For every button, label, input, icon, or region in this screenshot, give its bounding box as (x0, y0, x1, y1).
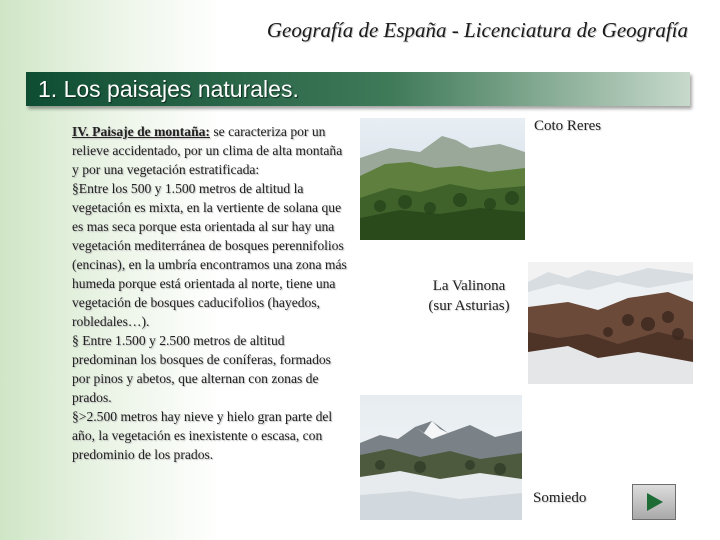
course-title: Geografía de España - Licenciatura de Geografía (266, 18, 688, 42)
caption-valinona-line2: (sur Asturias) (428, 298, 510, 314)
bullet-conifers: § Entre 1.500 y 2.500 metros de altitud predominan los bosques de coníferas, formados por pinos y abetos, que alternan con zonas de prados. (72, 333, 331, 405)
caption-coto-reres: Coto Reres (534, 118, 602, 134)
photo-coto-reres (360, 118, 525, 240)
body-text (72, 122, 348, 464)
lead-heading: IV. Paisaje de montaña: (72, 124, 210, 139)
section-title: 1. Los paisajes naturales. (38, 76, 299, 102)
photo-la-valinona (528, 262, 693, 384)
caption-valinona-line1: La Valinona (432, 278, 506, 294)
intro-text: se caracteriza por un relieve accidentado, por un clima de alta montaña y por una vegetación estratificada: (72, 124, 343, 177)
next-slide-button[interactable] (632, 484, 676, 520)
caption-somiedo: Somiedo (533, 490, 587, 506)
play-arrow-icon (647, 493, 663, 511)
bullet-snow: §>2.500 metros hay nieve y hielo gran parte del año, la vegetación es inexistente o escasa, con predominio de los prados. (72, 409, 333, 462)
section-header (26, 72, 690, 106)
caption-la-valinona (419, 276, 519, 316)
photo-somiedo (360, 395, 522, 520)
bullet-mixed-forest: §Entre los 500 y 1.500 metros de altitud la vegetación es mixta, en la vertiente de solana que es mas seca porque esta orientada al sur hay una vegetación mediterránea de bosques perennifolios (encinas), en la umbría encontramos una zona más humeda porque está orientada al norte, tiene una vegetación de bosques caducifolios (hayedos, robledales…). (72, 181, 347, 329)
